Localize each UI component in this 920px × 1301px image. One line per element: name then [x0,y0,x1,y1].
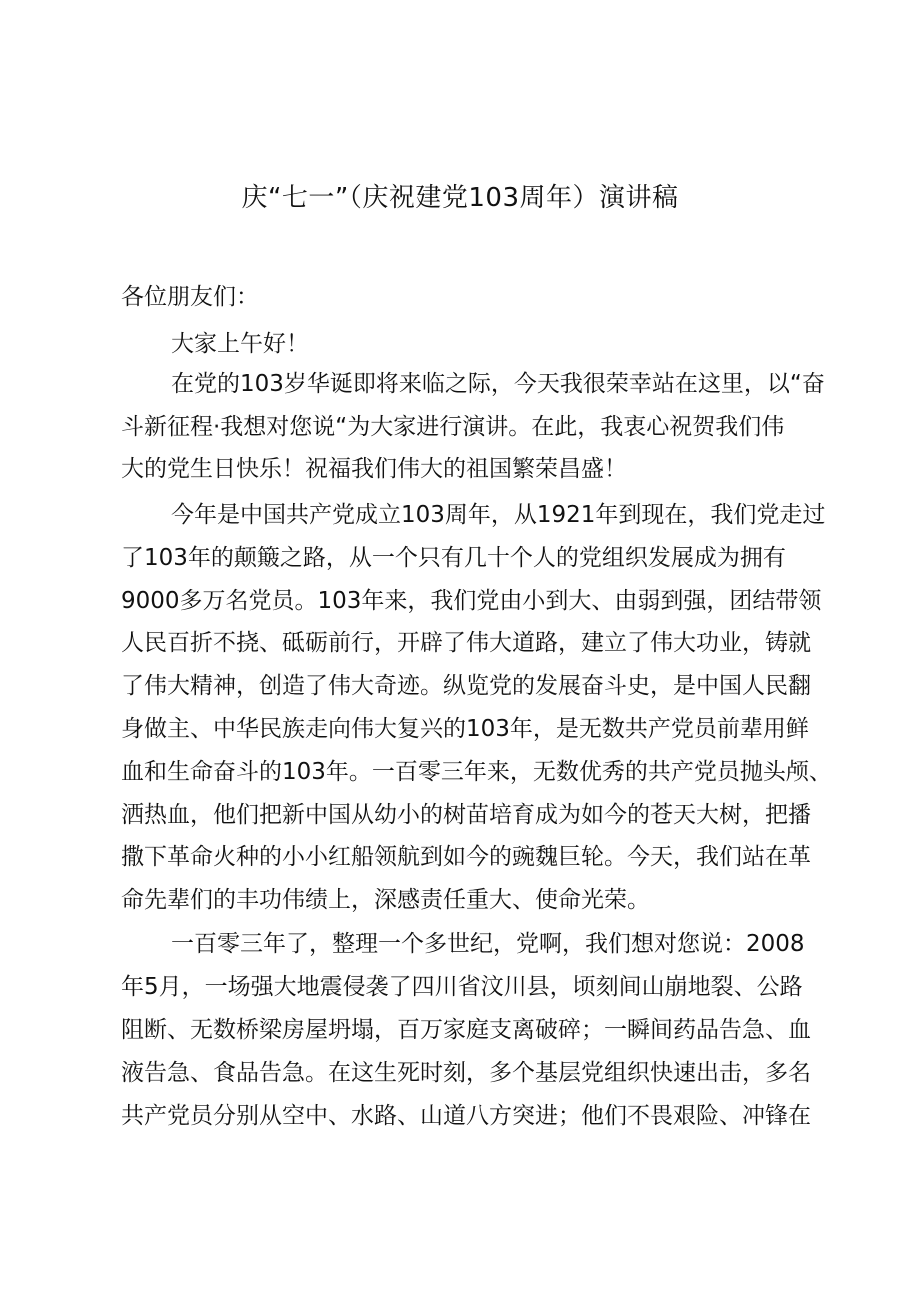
paragraph-line: 液告急、食品告急。在这生死时刻，多个基层党组织快速出击，多名 [121,1060,811,1086]
paragraph-line: 今年是中国共产党成立103周年，从1921年到现在，我们党走过 [171,502,826,528]
paragraph-line: 命先辈们的丰功伟绩上，深感责任重大、使命光荣。 [121,887,650,913]
paragraph-line: 人民百折不挠、砥砺前行，开辟了伟大道路，建立了伟大功业，铸就 [121,630,811,656]
document-title: 庆“七一”（庆祝建党103周年）演讲稿 [241,183,679,213]
paragraph-line: 了伟大精神，创造了伟大奇迹。纵览党的发展奋斗史，是中国人民翻 [121,673,811,699]
paragraph-line: 一百零三年了，整理一个多世纪，党啊，我们想对您说：2008 [171,931,805,957]
paragraph-line: 洒热血，他们把新中国从幼小的树苗培育成为如今的苍天大树，把播 [121,802,811,828]
paragraph-line: 大的党生日快乐！祝福我们伟大的祖国繁荣昌盛！ [121,456,627,482]
greeting: 各位朋友们： [121,284,259,310]
paragraph-line: 撒下革命火种的小小红船领航到如今的豌魏巨轮。今天，我们站在革 [121,844,811,870]
paragraph-line: 在党的103岁华诞即将来临之际，今天我很荣幸站在这里，以“奋 [171,371,825,397]
paragraph-line: 年5月，一场强大地震侵袭了四川省汶川县，顷刻间山崩地裂、公路 [121,974,803,1000]
paragraph-line: 共产党员分别从空中、水路、山道八方突进；他们不畏艰险、冲锋在 [121,1103,811,1129]
paragraph-line: 阻断、无数桥梁房屋坍塌，百万家庭支离破碎；一瞬间药品告急、血 [121,1017,811,1043]
paragraph-line: 血和生命奋斗的103年。一百零三年来，无数优秀的共产党员抛头颅、 [121,759,832,785]
paragraph-line: 斗新征程·我想对您说“为大家进行演讲。在此，我衷心祝贺我们伟 [121,414,785,440]
paragraph-line: 大家上午好！ [171,331,309,357]
paragraph-line: 了103年的颠簸之路，从一个只有几十个人的党组织发展成为拥有 [121,545,786,571]
paragraph-line: 身做主、中华民族走向伟大复兴的103年，是无数共产党员前辈用鲜 [121,716,809,742]
paragraph-line: 9000多万名党员。103年来，我们党由小到大、由弱到强，团结带领 [121,588,822,614]
